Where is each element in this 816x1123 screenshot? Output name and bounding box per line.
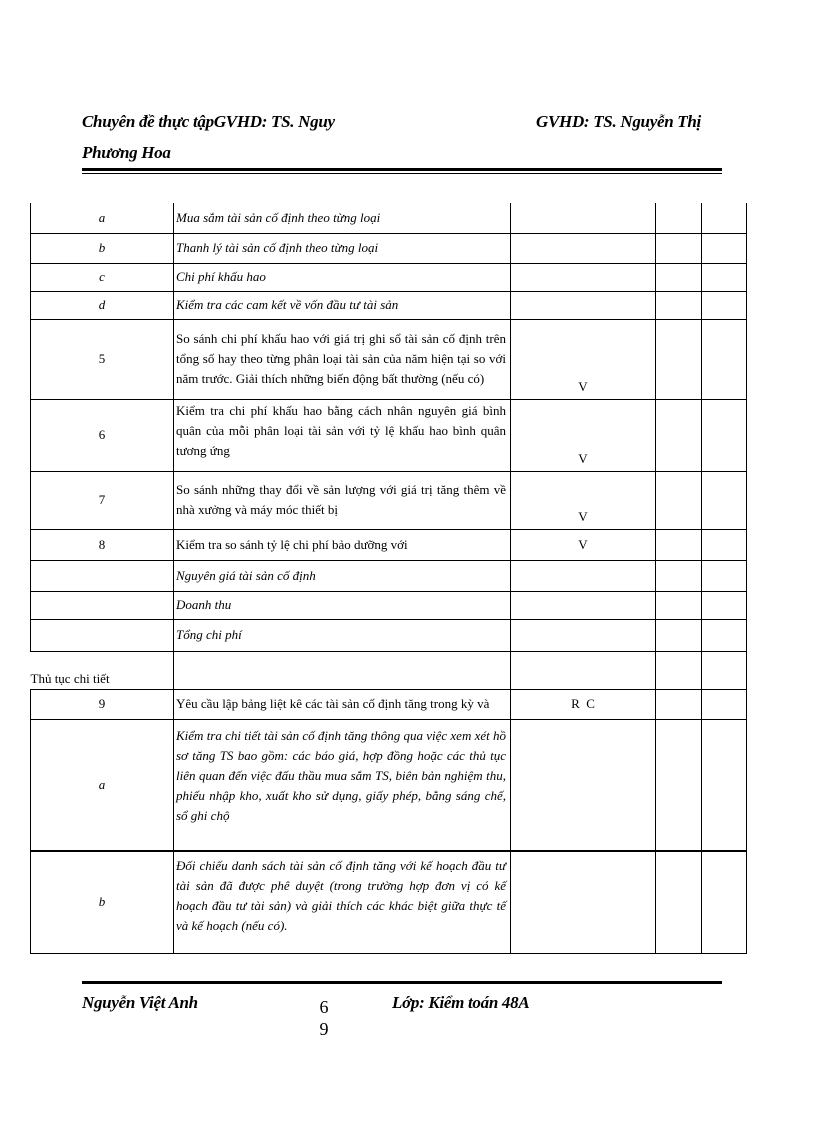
table-row	[31, 851, 747, 953]
row-extra-cell	[702, 529, 747, 560]
row-description: Kiểm tra chi tiết tài sản cố định tăng thông qua việc xem xét hồ sơ tăng TS bao gồm: các báo giá, hợp đồng hoặc các thủ tục liên quan đến việc đấu thầu mua sắm TS, biên bản nghiệm thu, phiếu nhập kho, xuất kho sử dụng, giấy phép, bằng sáng chế, sổ ghi chộ	[174, 719, 511, 851]
row-extra-cell	[656, 399, 702, 471]
row-mark-cell	[511, 471, 656, 529]
row-number: d	[31, 291, 174, 319]
row-extra-cell	[702, 291, 747, 319]
row-mark	[511, 591, 656, 619]
row-mark: V	[578, 450, 588, 466]
row-number: c	[31, 263, 174, 291]
row-description: Nguyên giá tài sản cố định	[174, 560, 511, 591]
audit-procedures-table	[30, 203, 747, 954]
row-extra-cell	[656, 689, 702, 719]
row-description: Mua sắm tài sản cố định theo từng loại	[174, 203, 511, 233]
row-extra-cell	[702, 719, 747, 851]
row-description: Đối chiếu danh sách tài sản cố định tăng với kế hoạch đầu tư tài sản đã được phê duyệt (trong trường hợp đơn vị có kế hoạch đầu tư tài sản) và giải thích các khác biệt giữa thực tế và kế hoạch (nếu có).	[174, 851, 511, 953]
row-extra-cell	[702, 560, 747, 591]
footer-page-digit-1: 6	[319, 997, 329, 1017]
row-mark	[511, 203, 656, 233]
row-extra-cell	[702, 619, 747, 651]
table-row	[31, 399, 747, 471]
row-number	[31, 619, 174, 651]
row-mark: V	[578, 508, 588, 524]
footer-class: Lớp: Kiểm toán 48A	[392, 993, 530, 1012]
row-mark: R C	[511, 689, 656, 719]
row-number: a	[31, 719, 174, 851]
row-mark: V	[511, 529, 656, 560]
row-description: Tổng chi phí	[174, 619, 511, 651]
row-extra-cell	[702, 233, 747, 263]
row-number: 7	[31, 471, 174, 529]
header-right: GVHD: TS. Nguyễn Thị	[536, 112, 701, 131]
table-row	[31, 619, 747, 651]
row-extra-cell	[174, 651, 511, 689]
row-extra-cell	[656, 560, 702, 591]
row-mark-cell	[511, 399, 656, 471]
row-number	[31, 560, 174, 591]
section-label: Thủ tục chi tiết	[31, 651, 174, 689]
row-extra-cell	[702, 689, 747, 719]
row-description: Kiểm tra chi phí khấu hao bằng cách nhân nguyên giá bình quân của mỗi phân loại tài sản với tỷ lệ khấu hao bình quân tương ứng	[174, 399, 511, 471]
table-row	[31, 233, 747, 263]
row-description: So sánh chi phí khấu hao với giá trị ghi sổ tài sản cố định trên tổng số hay theo từng phân loại tài sản của năm hiện tại so với năm trước. Giải thích những biến động bất thường (nếu có)	[174, 319, 511, 399]
row-number: a	[31, 203, 174, 233]
row-description: Chi phí khấu hao	[174, 263, 511, 291]
row-extra-cell	[702, 263, 747, 291]
row-mark	[511, 560, 656, 591]
table-row	[31, 529, 747, 560]
table-row	[31, 689, 747, 719]
row-extra-cell	[656, 291, 702, 319]
footer-author: Nguyễn Việt Anh	[82, 993, 198, 1012]
footer-rule-thick	[82, 981, 722, 984]
row-mark: V	[578, 378, 588, 394]
row-extra-cell	[656, 619, 702, 651]
row-description: So sánh những thay đổi về sản lượng với giá trị tăng thêm về nhà xưởng và máy móc thiết bị	[174, 471, 511, 529]
row-number: 6	[31, 399, 174, 471]
row-extra-cell	[702, 471, 747, 529]
row-mark	[511, 851, 656, 953]
row-mark	[511, 619, 656, 651]
row-extra-cell	[656, 591, 702, 619]
table-row	[31, 719, 747, 851]
row-description: Kiểm tra so sánh tỷ lệ chi phí bảo dưỡng với	[174, 529, 511, 560]
row-mark-cell	[511, 319, 656, 399]
row-extra-cell	[702, 651, 747, 689]
table-row	[31, 263, 747, 291]
header-rule-thick	[82, 168, 722, 171]
row-extra-cell	[656, 319, 702, 399]
table-row	[31, 471, 747, 529]
row-extra-cell	[702, 591, 747, 619]
table-row	[31, 291, 747, 319]
row-extra-cell	[656, 233, 702, 263]
row-extra-cell	[656, 529, 702, 560]
row-number: 8	[31, 529, 174, 560]
footer-page-digit-2: 9	[319, 1019, 329, 1039]
row-extra-cell	[656, 851, 702, 953]
row-description: Thanh lý tài sản cố định theo từng loại	[174, 233, 511, 263]
row-extra-cell	[656, 263, 702, 291]
table-row	[31, 560, 747, 591]
row-extra-cell	[656, 719, 702, 851]
table-row	[31, 203, 747, 233]
row-extra-cell	[656, 471, 702, 529]
table-row	[31, 319, 747, 399]
row-description: Doanh thu	[174, 591, 511, 619]
row-number: b	[31, 851, 174, 953]
table-row	[31, 591, 747, 619]
row-number: 5	[31, 319, 174, 399]
row-mark	[511, 719, 656, 851]
row-extra-cell	[702, 319, 747, 399]
row-extra-cell	[702, 399, 747, 471]
header-left-line2: Phương Hoa	[82, 143, 171, 162]
header-left-line1: Chuyên đề thực tậpGVHD: TS. Nguy	[82, 112, 335, 131]
section-row	[31, 651, 747, 689]
row-description: Kiểm tra các cam kết về vốn đầu tư tài sản	[174, 291, 511, 319]
row-mark	[511, 233, 656, 263]
row-number: b	[31, 233, 174, 263]
row-extra-cell	[511, 651, 656, 689]
row-number	[31, 591, 174, 619]
row-mark	[511, 263, 656, 291]
row-number: 9	[31, 689, 174, 719]
row-description: Yêu cầu lập bảng liệt kê các tài sản cố định tăng trong kỳ và	[174, 689, 511, 719]
row-extra-cell	[702, 203, 747, 233]
header-rule-thin	[82, 173, 722, 174]
row-extra-cell	[656, 203, 702, 233]
row-mark	[511, 291, 656, 319]
row-extra-cell	[656, 651, 702, 689]
row-extra-cell	[702, 851, 747, 953]
